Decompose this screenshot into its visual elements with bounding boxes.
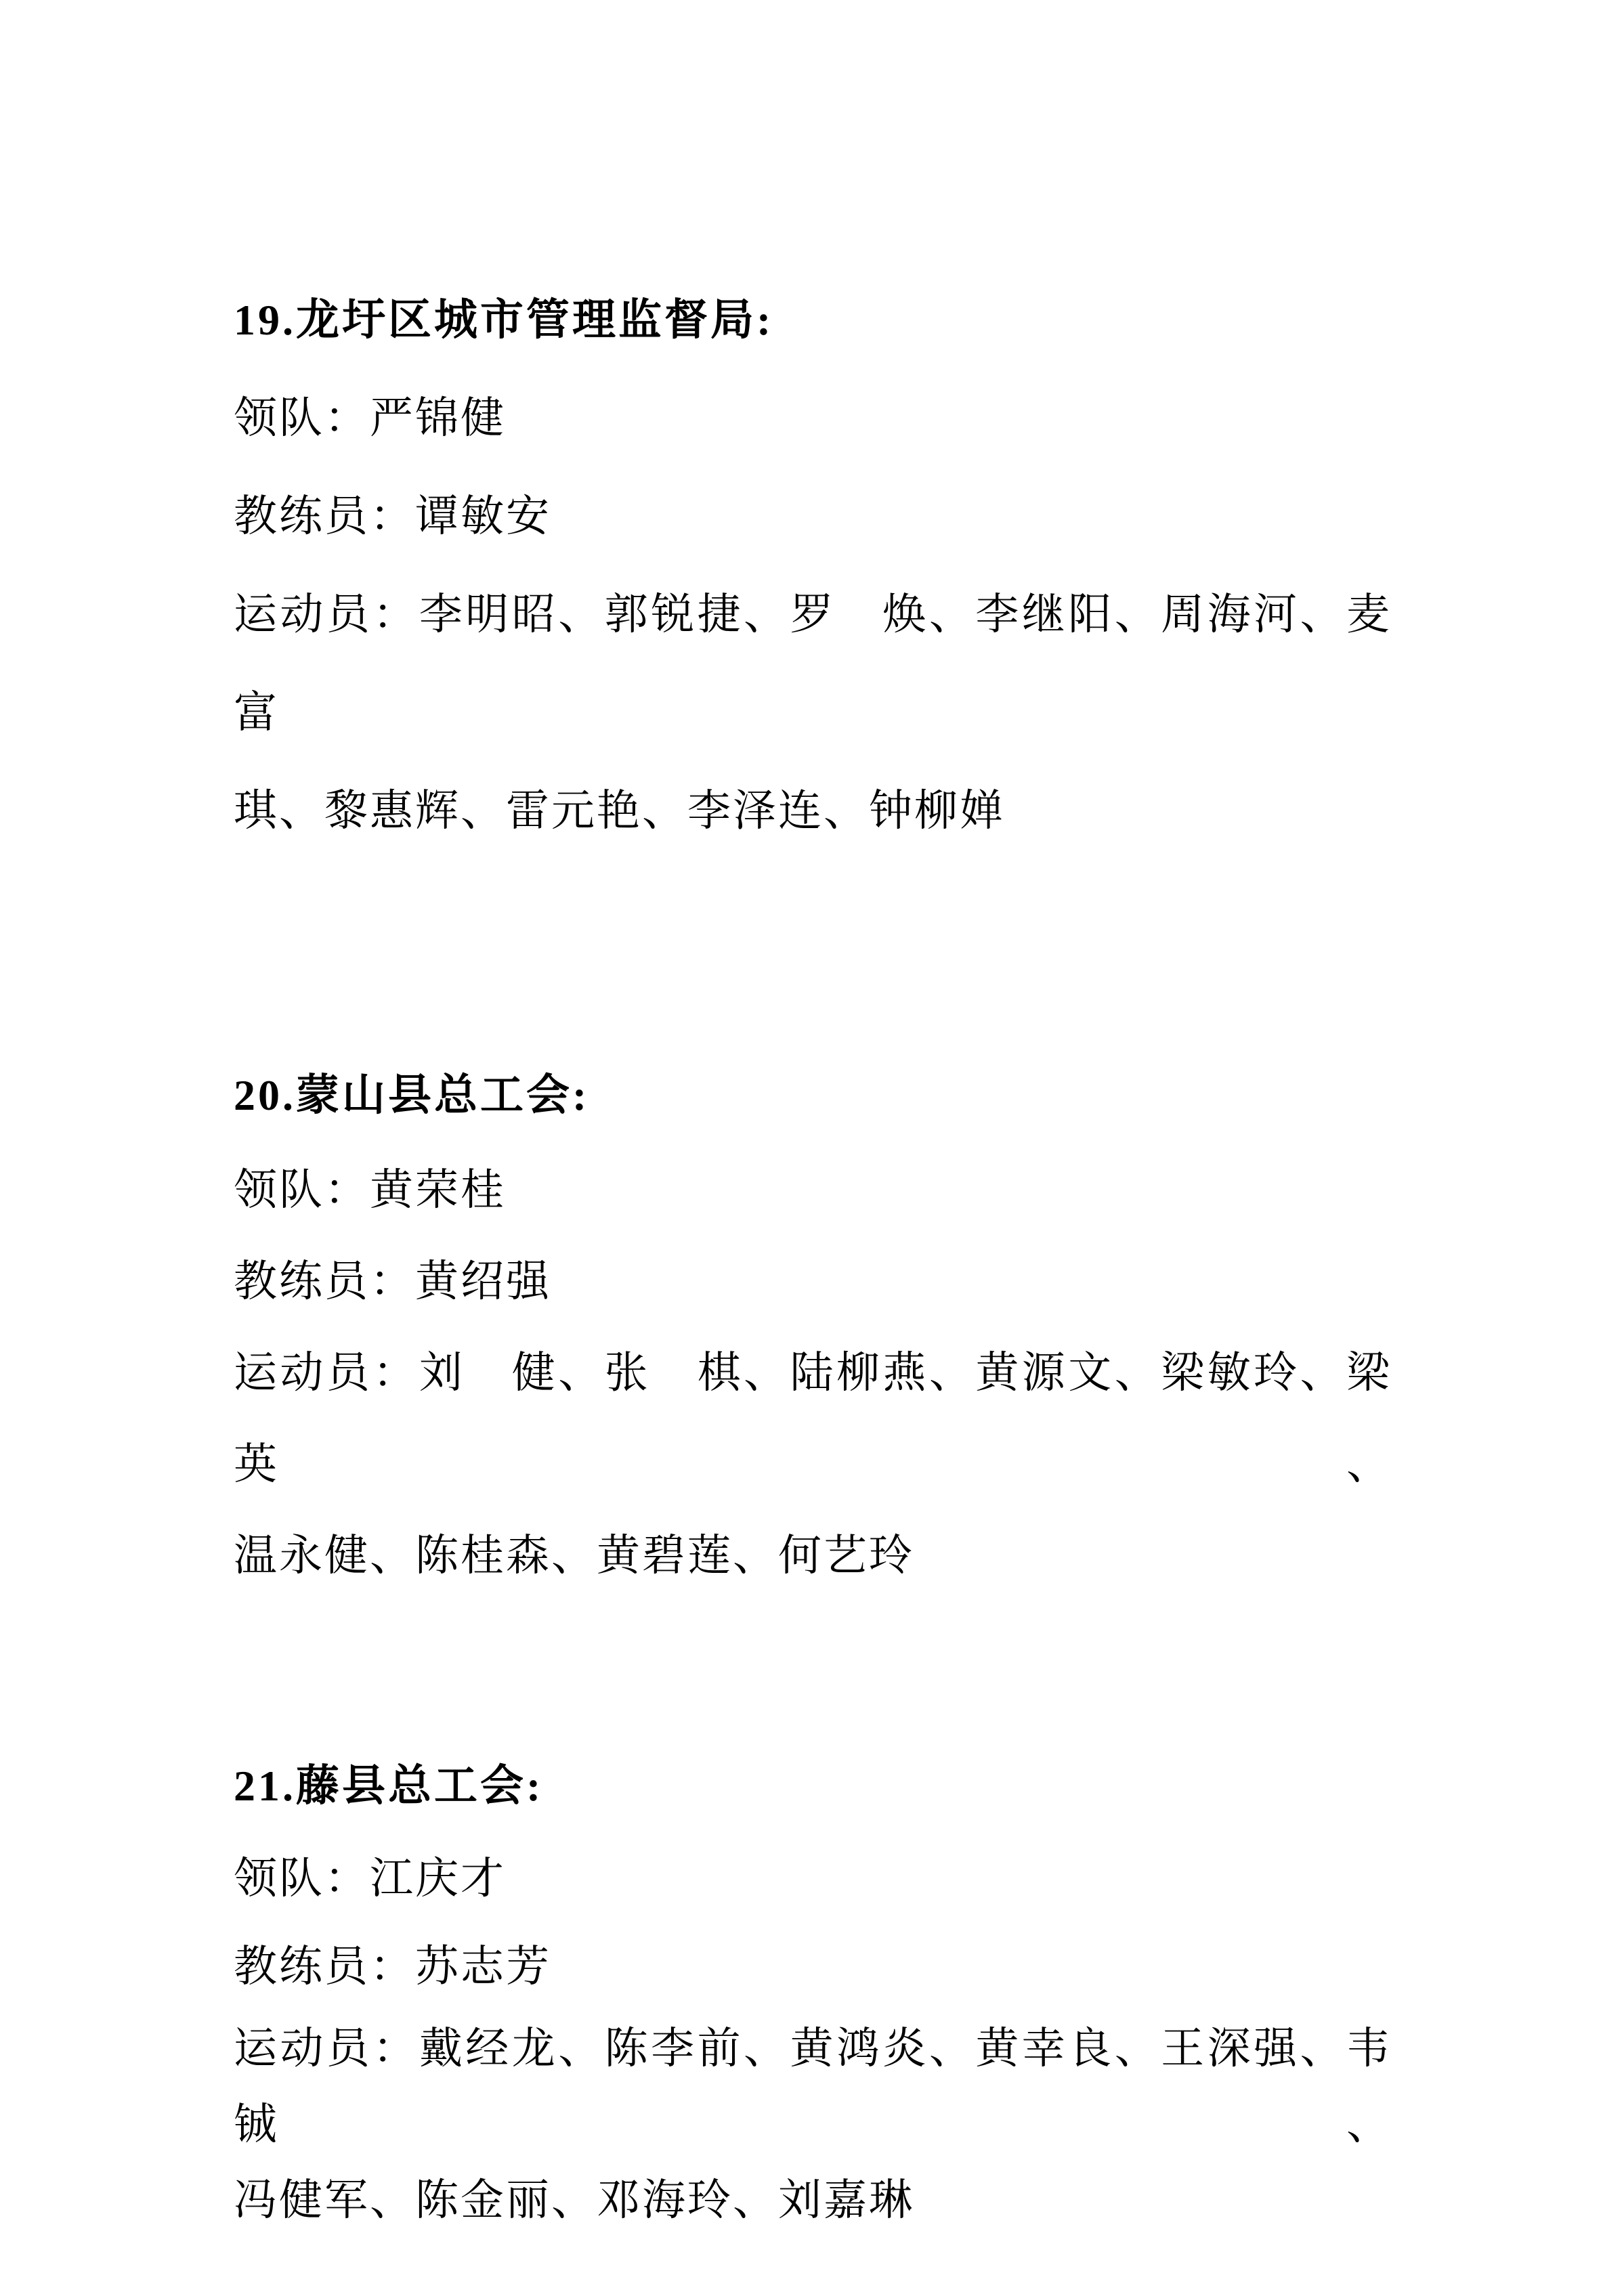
- athletes-continuation-line: 冯健军、陈金丽、邓海玲、刘嘉琳: [234, 2176, 914, 2224]
- section-heading: 19.龙圩区城市管理监督局:: [234, 296, 774, 344]
- coach-line: 教练员：黄绍强: [234, 1257, 551, 1305]
- athletes-continuation-line: 温永健、陈桂森、黄碧莲、何艺玲: [234, 1532, 914, 1580]
- section-heading: 20.蒙山县总工会:: [234, 1071, 590, 1119]
- coach-line: 教练员：谭敏安: [234, 492, 551, 540]
- coach-line: 教练员：苏志芳: [234, 1943, 551, 1991]
- team-section-21: [234, 1737, 1392, 2238]
- leader-line: 领队：江庆才: [234, 1855, 506, 1903]
- athletes-line: 运动员：李明昭、郭锐捷、罗 焕、李继阳、周海河、麦富: [234, 590, 1392, 737]
- athletes-line: 运动员：刘 健、张 棋、陆柳燕、黄源文、梁敏玲、梁英、: [234, 1349, 1392, 1488]
- leader-line: 领队：黄荣桂: [234, 1166, 506, 1214]
- athletes-continuation-line: 琪、黎惠辉、雷元艳、李泽连、钟柳婵: [234, 787, 1005, 835]
- leader-line: 领队：严锦健: [234, 394, 506, 442]
- section-heading: 21.藤县总工会:: [234, 1762, 544, 1810]
- team-section-19: [234, 271, 1392, 860]
- athletes-line: 运动员：戴经龙、陈李前、黄鸿炎、黄幸良、王深强、韦铖、: [234, 2024, 1392, 2148]
- team-section-20: [234, 1046, 1392, 1601]
